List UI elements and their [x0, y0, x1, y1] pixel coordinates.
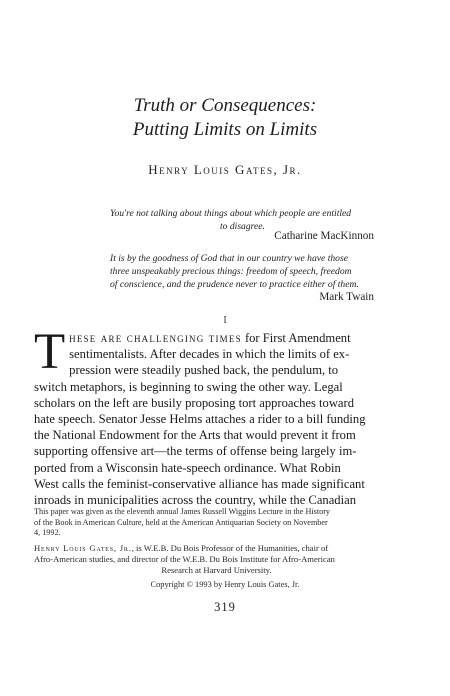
body-line-4: switch metaphors, is beginning to swing the other way. Legal: [34, 379, 343, 394]
section-number: I: [223, 315, 227, 326]
epigraph-1-line-2: to disagree.: [220, 221, 265, 232]
footnote-line-3: 4, 1992.: [34, 528, 61, 537]
copyright-notice: Copyright © 1993 by Henry Louis Gates, Jr.: [150, 580, 300, 589]
body-line-11: inroads in municipalities across the country, while the Canadian: [34, 493, 356, 508]
page-number: 319: [214, 600, 236, 614]
lead-caps-text: hese are challenging times: [69, 331, 242, 345]
author-name: Henry Louis Gates, Jr.: [148, 162, 302, 177]
author-bio: [34, 543, 399, 576]
body-line-1: [34, 330, 389, 346]
bio-line-1: [34, 543, 399, 554]
bio-line-1-rest: , is W.E.B. Du Bois Professor of the Humanities, chair of: [131, 543, 329, 553]
footnote-line-1: This paper was given as the eleventh annual James Russell Wiggins Lecture in the History: [34, 507, 331, 516]
body-line-5: scholars on the left are busily proposing tort approaches toward: [34, 395, 355, 410]
epigraph-1-line-1: You're not talking about things about which people are entitled: [110, 208, 352, 219]
drop-cap: T: [34, 324, 66, 380]
epigraph-2-line-1: It is by the goodness of God that in our country we have those: [110, 253, 348, 264]
bio-line-3: Research at Harvard University.: [161, 565, 272, 575]
body-text: [34, 324, 389, 508]
body-line-9: ported from a Wisconsin hate-speech ordinance. What Robin: [34, 460, 341, 475]
epigraph-1-attribution: Catharine MacKinnon: [274, 230, 374, 242]
body-line-1-rest: for First Amendment: [241, 331, 351, 345]
bio-line-2: Afro-American studies, and director of the W.E.B. Du Bois Institute for Afro-American: [34, 554, 335, 564]
bio-name: Henry Louis Gates, Jr.: [34, 543, 132, 553]
title-line-1: Truth or Consequences:: [133, 95, 317, 116]
footnote: [34, 507, 394, 539]
title-line-2: Putting Limits on Limits: [132, 119, 318, 140]
body-line-10: West calls the feminist-conservative alliance has made significant: [34, 476, 365, 491]
body-line-6: hate speech. Senator Jesse Helms attaches a rider to a bill funding: [34, 412, 366, 427]
body-line-3: pression were steadily pushed back, the pendulum, to: [69, 363, 339, 378]
footnote-line-2: of the Book in American Culture, held at the American Antiquarian Society on November: [34, 517, 328, 527]
epigraph-2-attribution: Mark Twain: [319, 291, 374, 303]
epigraph-2-line-2: three unspeakably precious things: freedom of speech, freedom: [110, 266, 352, 277]
body-line-8: supporting offensive art—the terms of offense being largely im-: [34, 444, 357, 459]
body-line-7: the National Endowment for the Arts that would prevent it from: [34, 428, 356, 443]
body-line-2: sentimentalists. After decades in which the limits of ex-: [69, 347, 350, 362]
epigraph-2-line-3: of conscience, and the prudence never to practice either of them.: [110, 279, 359, 290]
epigraph-2: [110, 252, 375, 291]
